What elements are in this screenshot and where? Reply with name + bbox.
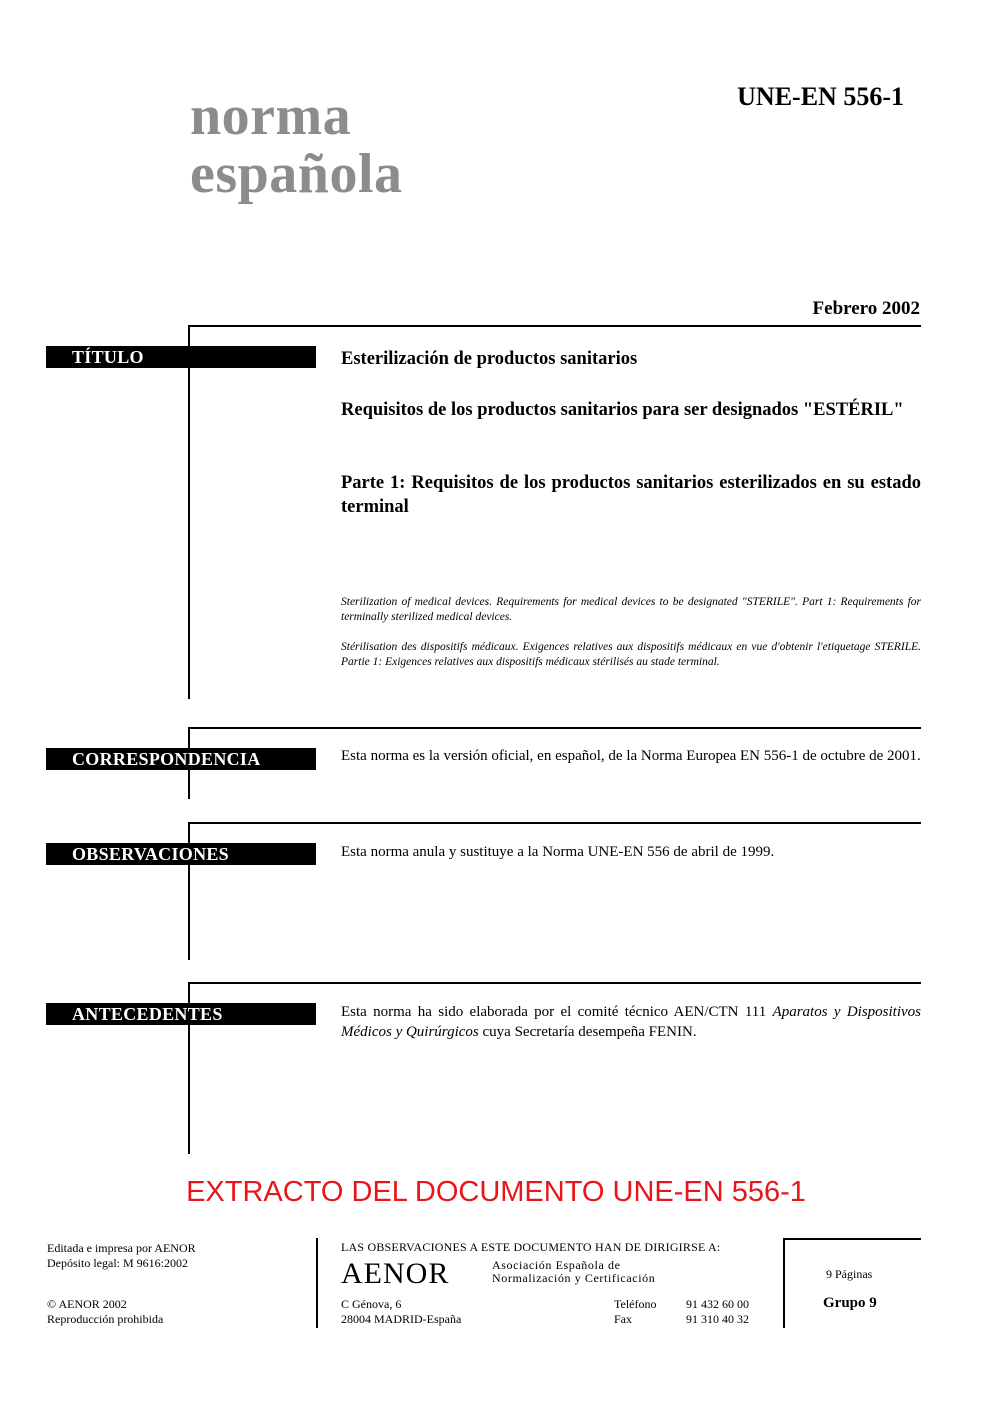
observaciones-text: Esta norma anula y sustituye a la Norma UNE-EN 556 de abril de 1999. (341, 844, 775, 860)
label-correspondencia: CORRESPONDENCIA (46, 748, 316, 770)
footer-edited: Editada e impresa por AENOR (47, 1241, 196, 1255)
aenor-logo: AENOR (341, 1257, 450, 1290)
antecedentes-text-end: cuya Secretaría desempeña FENIN. (478, 1024, 697, 1040)
footer-divider-left (316, 1238, 318, 1328)
section-divider-correspondencia (188, 727, 921, 729)
antecedentes-committee-name: Aparatos y Dispositivos Médicos y Quirúrgicos (341, 1004, 921, 1040)
title-sub: Requisitos de los productos sanitarios para ser designados "ESTÉRIL" (341, 400, 904, 420)
footer-telefono-label: Teléfono (614, 1297, 657, 1311)
footer-address-line2: 28004 MADRID-España (341, 1312, 462, 1326)
extract-banner: EXTRACTO DEL DOCUMENTO UNE-EN 556-1 (186, 1176, 806, 1208)
footer-divider-right (783, 1238, 785, 1328)
footer-fax-label: Fax (614, 1312, 632, 1326)
title-main: Esterilización de productos sanitarios (341, 349, 638, 369)
footer-deposito: Depósito legal: M 9616:2002 (47, 1256, 188, 1270)
footer-reproduccion: Reproducción prohibida (47, 1312, 164, 1326)
title-french: Stérilisation des dispositifs médicaux. Exigences relatives aux dispositifs médicaux en vue d'obtenir l'etiquetage STERILE. Partie 1: Exigences relatives aux dispositifs médicaux stérilisés au stade terminal. (341, 641, 921, 668)
label-antecedentes: ANTECEDENTES (46, 1003, 316, 1025)
label-observaciones: OBSERVACIONES (46, 843, 316, 865)
footer-paginas: 9 Páginas (826, 1267, 873, 1281)
section-divider-titulo (188, 325, 921, 327)
publication-date: Febrero 2002 (812, 298, 920, 319)
footer-grupo: Grupo 9 (823, 1295, 877, 1311)
aenor-full-name (492, 1259, 655, 1285)
footer-box-top (783, 1238, 921, 1240)
standard-code: UNE-EN 556-1 (737, 82, 904, 111)
section-vline-titulo (188, 325, 190, 699)
antecedentes-text (341, 1002, 921, 1042)
brand-norma: norma (190, 85, 352, 147)
footer-observaciones-heading: LAS OBSERVACIONES A ESTE DOCUMENTO HAN DE DIRIGIRSE A: (341, 1240, 721, 1254)
footer-fax-value: 91 310 40 32 (686, 1312, 749, 1326)
correspondencia-text: Esta norma es la versión oficial, en español, de la Norma Europea EN 556-1 de octubre de 2001. (341, 748, 921, 764)
brand-espanola: española (190, 143, 403, 205)
antecedentes-text-start: Esta norma ha sido elaborada por el comité técnico AEN/CTN 111 (341, 1004, 773, 1020)
aenor-name-line1: Asociación Española de (492, 1258, 621, 1272)
footer-telefono-value: 91 432 60 00 (686, 1297, 749, 1311)
section-divider-observaciones (188, 822, 921, 824)
aenor-name-line2: Normalización y Certificación (492, 1271, 656, 1285)
footer-address-line1: C Génova, 6 (341, 1297, 402, 1311)
title-english: Sterilization of medical devices. Requirements for medical devices to be designated "STERILE". Part 1: Requirements for terminally sterilized medical devices. (341, 596, 921, 623)
footer-copyright: © AENOR 2002 (47, 1297, 127, 1311)
label-titulo: TÍTULO (46, 346, 316, 368)
section-divider-antecedentes (188, 982, 921, 984)
title-part: Parte 1: Requisitos de los productos sanitarios esterilizados en su estado terminal (341, 473, 921, 517)
